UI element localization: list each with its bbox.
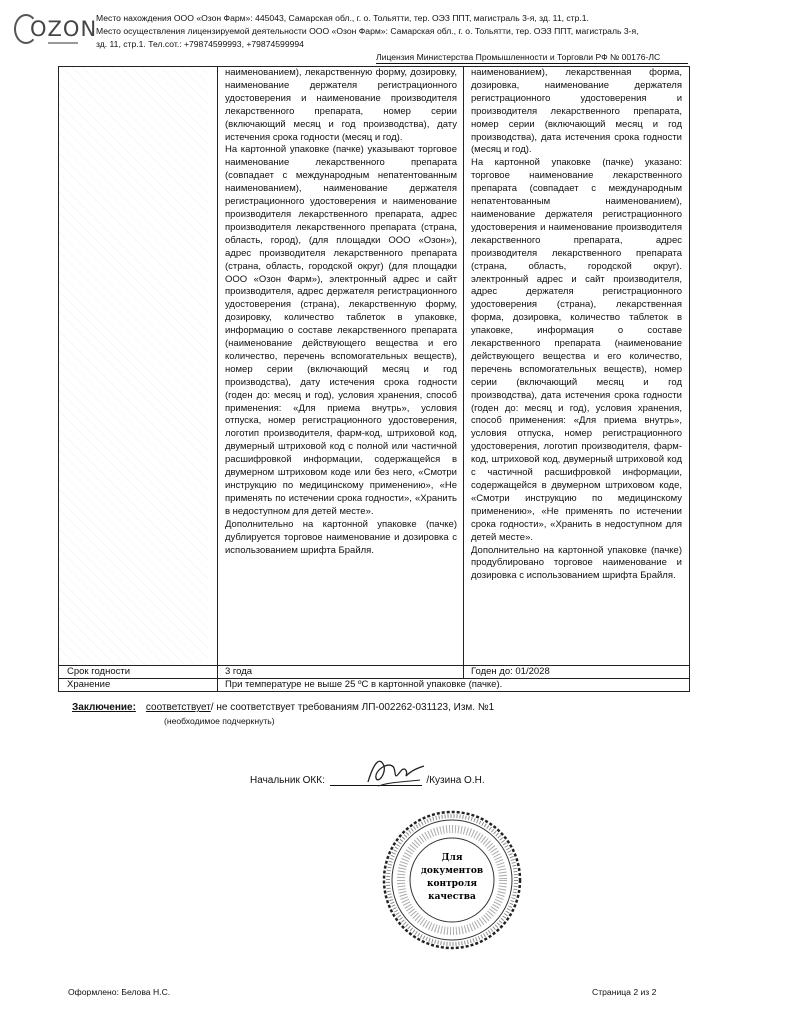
shelf-life-requirement: 3 года: [218, 666, 464, 679]
table-row: [59, 679, 690, 692]
specification-table: [58, 66, 690, 692]
quality-control-stamp: [380, 808, 524, 952]
conclusion-conforms: соответствует: [145, 702, 211, 713]
stamp-line-4: качества: [428, 892, 476, 902]
license-number: Лицензия Министерства Промышленности и Торговли РФ № 00176-ЛС: [376, 52, 661, 62]
stamp-line-2: документов: [420, 866, 484, 876]
page-number: Страница 2 из 2: [592, 987, 657, 997]
requirement-text-c: Дополнительно на картонной упаковке (пачке) дублируется торговое наименование и дозировка с использованием шрифта Брайля.: [225, 518, 457, 556]
stamp-line-3: контроля: [427, 879, 477, 889]
result-text-a: наименованием), лекарственная форма, дозировка, наименование держателя регистрационного удостоверения и производителя лекарственного препарата, номер серии (включающий месяц и год производства), дата истечения срока годности (месяц и год).: [471, 67, 682, 156]
shelf-life-result: Годен до: 01/2028: [464, 666, 690, 679]
stamp-line-1: Для: [441, 853, 463, 863]
handwritten-signature: [360, 752, 430, 792]
table-cell-parameter: [59, 67, 218, 666]
signer-name: /Кузина О.Н.: [426, 775, 485, 786]
company-header: [96, 12, 776, 51]
table-cell-requirement: [218, 67, 464, 666]
table-cell-result: [464, 67, 690, 666]
table-row: [59, 67, 690, 666]
result-text-c: Дополнительно на картонной упаковке (пачке) продублировано торговое наименование и дозировка с использованием шрифта Брайля.: [471, 544, 682, 582]
table-row: [59, 666, 690, 679]
logo-text: OZON: [30, 17, 98, 41]
header-line-3: зд. 11, стр.1. Тел.сот.: +79874599993, +79874599994: [96, 39, 304, 49]
shelf-life-label: Срок годности: [59, 666, 218, 679]
conclusion-note: (необходимое подчеркнуть): [164, 716, 275, 726]
storage-label: Хранение: [59, 679, 218, 692]
signer-title: Начальник ОКК:: [250, 775, 325, 786]
conclusion-label: Заключение:: [72, 702, 136, 713]
requirement-text-b: На картонной упаковке (пачке) указывают торговое наименование лекарственного препарата (совпадает с международным непатентованным наименованием), наименование держателя регистрационного удостоверения и наименование производителя лекарственного препарата, адрес производителя лекарственного препарата (страна, область, город), (для площадки ООО «Озон»), адрес производителя лекарственного препарата (страна, область, городской округ) (для площадки ООО «Озон Фарм»), электронный адрес и сайт производителя, адрес держателя регистрационного удостоверения (страна), лекарственную форму, дозировку, количество таблеток в упаковке, информацию о составе лекарственного препарата (наименование действующего вещества и его количество, перечень вспомогательных веществ), номер серии (включающий месяц и год производства), дату истечения срока годности (годен до: месяц и год), условия хранения, способ применения: «Для приема внутрь», условия отпуска, номер регистрационного удостоверения, логотип производителя, фарм-код, штриховой код, двумерный штриховой код с полной или частичной расшифровкой информации, содержащейся в двумерном штриховом коде или без него, «Смотри инструкцию по медицинскому применению», «Не применять по истечении срока годности», «Хранить в недоступном для детей месте».: [225, 144, 457, 517]
conclusion: [72, 702, 494, 713]
header-line-2: Место осуществления лицензируемой деятельности ООО «Озон Фарм»: Самарская обл., г. о. Тольятти, тер. ОЭЗ ППТ, магистраль 3-я,: [96, 26, 639, 36]
requirement-text-a: наименованием), лекарственную форму, дозировку, наименование держателя регистрационного удостоверения и наименование производителя лекарственного препарата, номер серии (включающий месяц и год производства), дату истечения срока годности (месяц и год).: [225, 67, 457, 143]
conclusion-requirements: / не соответствует требованиям ЛП-002262-031123, Изм. №1: [210, 702, 495, 713]
header-line-1: Место нахождения ООО «Озон Фарм»: 445043, Самарская обл., г. о. Тольятти, тер. ОЭЗ ППТ, магистраль 3-я, зд. 11, стр.1.: [96, 13, 589, 23]
storage-text: При температуре не выше 25 ºС в картонной упаковке (пачке).: [218, 679, 690, 692]
result-text-b: На картонной упаковке (пачке) указано: торговое наименование лекарственного препарата (совпадает с международным непатентованным наименованием), наименование держателя регистрационного удостоверения и наименование производителя лекарственного препарата, адрес производителя лекарственного препарата (страна, область, городской округ). электронный адрес и сайт производителя, адрес держателя регистрационного удостоверения (страна), лекарственная форма, дозировка, количество таблеток в упаковке, информация о составе лекарственного препарата (наименование действующего вещества и его количество, перечень вспомогательных веществ), номер серии (включающий месяц и год производства), дата истечения срока годности (годен до: месяц и год), условия хранения, способ применения: «Для приема внутрь», условия отпуска, номер регистрационного удостоверения, логотип производителя, фарм-код, штриховой код, двумерный штриховой код с частичной расшифровкой информации, содержащейся в двумерном штриховом коде, «Смотри инструкцию по медицинскому применению», «Не применять по истечении срока годности», «Хранить в недоступном для детей месте».: [471, 157, 682, 543]
logo-subtext: [48, 42, 78, 44]
prepared-by: Оформлено: Белова Н.С.: [68, 987, 171, 997]
ozon-logo: [14, 10, 98, 50]
header-divider: [376, 63, 688, 64]
